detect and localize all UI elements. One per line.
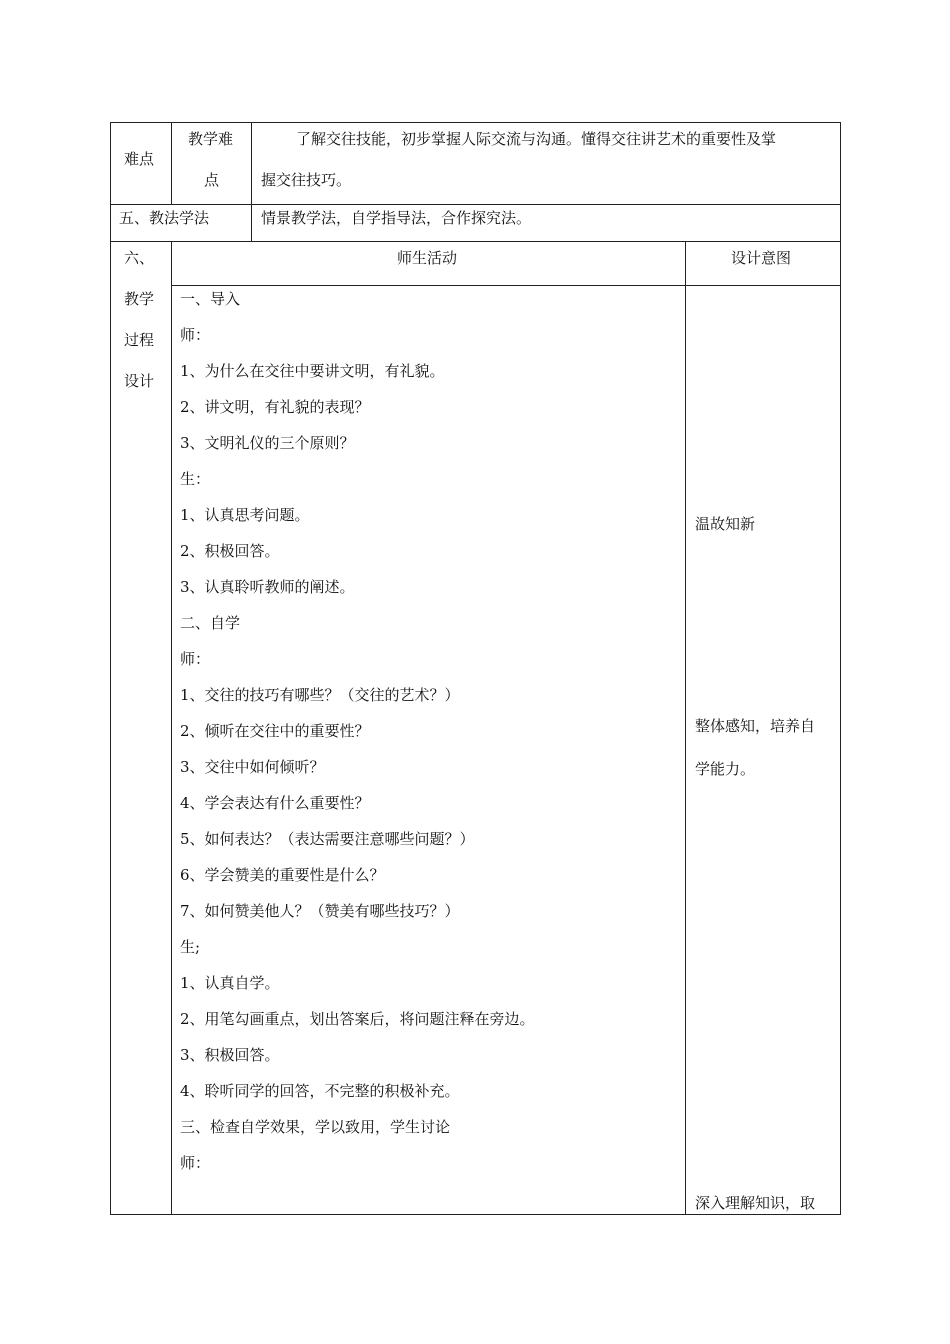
process-label-line: 设计 bbox=[124, 372, 155, 390]
intent-text: 深入理解知识，取 bbox=[695, 1194, 816, 1212]
methods-label: 五、教法学法 bbox=[119, 209, 210, 227]
table-border-left bbox=[110, 122, 111, 1215]
activity-line: 一、导入 bbox=[180, 290, 241, 308]
activity-line: 师： bbox=[180, 1154, 211, 1172]
activity-line: 二、自学 bbox=[180, 614, 241, 632]
difficulty-col-label-line2: 点 bbox=[204, 171, 220, 189]
activity-line: 1、为什么在交往中要讲文明，有礼貌。 bbox=[180, 362, 445, 380]
process-label-line: 六、 bbox=[124, 249, 155, 267]
difficulty-content-line1: 了解交往技能，初步掌握人际交流与沟通。懂得交往讲艺术的重要性及掌 bbox=[296, 130, 777, 148]
activity-line: 6、学会赞美的重要性是什么？ bbox=[180, 866, 385, 884]
intent-text: 温故知新 bbox=[695, 515, 756, 533]
process-label-line: 教学 bbox=[124, 290, 155, 308]
activity-line: 7、如何赞美他人？（赞美有哪些技巧？） bbox=[180, 902, 460, 920]
table-rule-intent-col bbox=[685, 241, 686, 1215]
activity-line: 2、积极回答。 bbox=[180, 542, 280, 560]
intent-column-header: 设计意图 bbox=[731, 249, 792, 267]
activity-line: 4、学会表达有什么重要性？ bbox=[180, 794, 370, 812]
table-border-bottom bbox=[110, 1214, 841, 1215]
difficulty-col-label-line1: 教学难 bbox=[188, 130, 234, 148]
table-rule-label-col bbox=[171, 122, 172, 205]
intent-text: 整体感知，培养自 bbox=[695, 717, 816, 735]
difficulty-content-line2: 握交往技巧。 bbox=[261, 171, 352, 189]
table-rule-methods-top bbox=[110, 204, 841, 205]
activity-line: 1、认真思考问题。 bbox=[180, 506, 310, 524]
activity-line: 生; bbox=[180, 938, 201, 956]
activity-line: 师： bbox=[180, 326, 211, 344]
activity-line: 3、认真聆听教师的阐述。 bbox=[180, 578, 355, 596]
table-rule-header-bottom bbox=[171, 285, 841, 286]
activity-line: 2、倾听在交往中的重要性？ bbox=[180, 722, 370, 740]
process-label-line: 过程 bbox=[124, 331, 155, 349]
difficulty-row-label: 难点 bbox=[124, 150, 155, 168]
activity-line: 1、认真自学。 bbox=[180, 974, 280, 992]
activity-line: 3、积极回答。 bbox=[180, 1046, 280, 1064]
activity-line: 3、交往中如何倾听？ bbox=[180, 758, 325, 776]
activity-line: 师： bbox=[180, 650, 211, 668]
activity-line: 3、文明礼仪的三个原则？ bbox=[180, 434, 355, 452]
activity-line: 2、用笔勾画重点，划出答案后，将问题注释在旁边。 bbox=[180, 1010, 535, 1028]
table-border-right bbox=[840, 122, 841, 1215]
methods-content: 情景教学法，自学指导法，合作探究法。 bbox=[261, 209, 532, 227]
table-rule-methods-bottom bbox=[110, 241, 841, 242]
activity-line: 2、讲文明，有礼貌的表现？ bbox=[180, 398, 370, 416]
activity-line: 5、如何表达？（表达需要注意哪些问题？） bbox=[180, 830, 475, 848]
activity-line: 4、聆听同学的回答，不完整的积极补充。 bbox=[180, 1082, 460, 1100]
table-rule-process-col bbox=[171, 241, 172, 1215]
intent-text: 学能力。 bbox=[695, 760, 756, 778]
table-rule-content-col bbox=[251, 122, 252, 242]
activity-line: 三、检查自学效果，学以致用，学生讨论 bbox=[180, 1118, 451, 1136]
table-border-top bbox=[110, 122, 841, 123]
activity-line: 1、交往的技巧有哪些？（交往的艺术？） bbox=[180, 686, 460, 704]
activity-line: 生： bbox=[180, 470, 211, 488]
activity-column-header: 师生活动 bbox=[397, 249, 458, 267]
